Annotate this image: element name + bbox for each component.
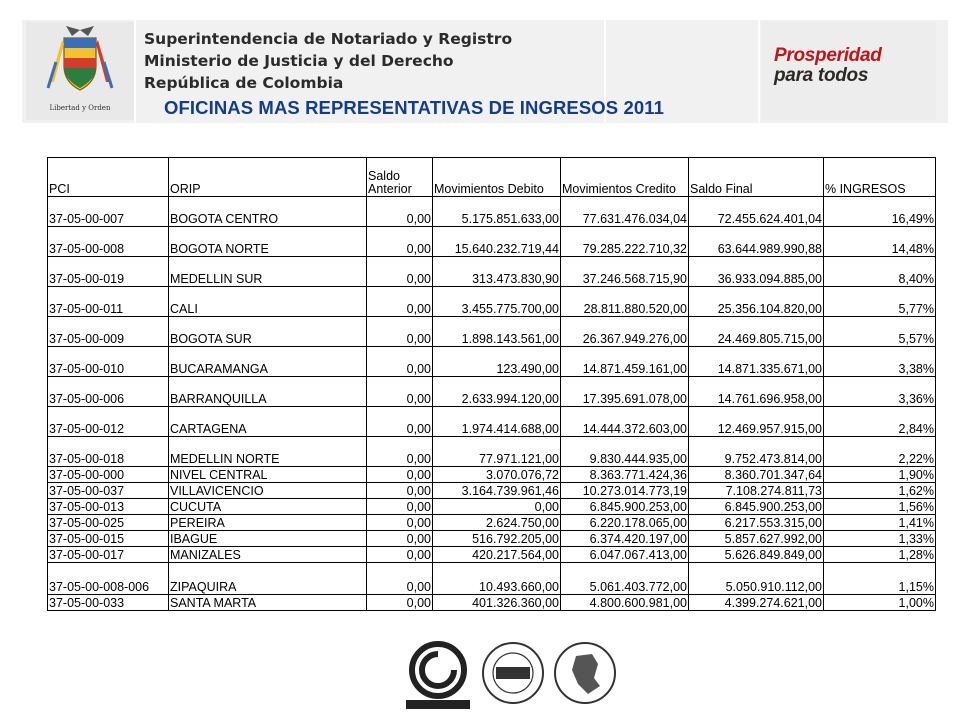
table-row <box>48 287 936 317</box>
table-cell-pci: 37-05-00-000 <box>48 467 169 483</box>
table-cell-orip: VILLAVICENCIO <box>169 483 367 499</box>
table-cell-pct: 1,28% <box>824 547 936 563</box>
table-cell-saldo-anterior: 0,00 <box>367 227 433 257</box>
table-cell-orip: PEREIRA <box>169 515 367 531</box>
table-cell-pct: 8,40% <box>824 257 936 287</box>
table-cell-credito: 6.845.900.253,00 <box>561 499 689 515</box>
table-cell-saldo-anterior: 0,00 <box>367 317 433 347</box>
table-cell-debito: 3.070.076,72 <box>433 467 561 483</box>
slogan-line-2: para todos <box>774 65 869 86</box>
table-cell-saldo-final: 8.360.701.347,64 <box>689 467 824 483</box>
table-cell-pct: 2,84% <box>824 407 936 437</box>
table-cell-debito: 3.164.739.961,46 <box>433 483 561 499</box>
colombia-crest-icon <box>26 22 134 102</box>
table-cell-credito: 6.220.178.065,00 <box>561 515 689 531</box>
table-cell-saldo-final: 6.845.900.253,00 <box>689 499 824 515</box>
table-cell-saldo-final: 36.933.094.885,00 <box>689 257 824 287</box>
table-row <box>48 197 936 227</box>
table-cell-pct: 3,36% <box>824 377 936 407</box>
table-cell-pci: 37-05-00-013 <box>48 499 169 515</box>
column-header: Movimientos Credito <box>561 158 689 197</box>
colombia-crest <box>26 22 136 120</box>
table-cell-credito: 10.273.014.773,19 <box>561 483 689 499</box>
table-cell-pci: 37-05-00-019 <box>48 257 169 287</box>
table-cell-credito: 77.631.476.034,04 <box>561 197 689 227</box>
table-cell-credito: 5.061.403.772,00 <box>561 563 689 595</box>
table-row <box>48 347 936 377</box>
table-cell-credito: 79.285.222.710,32 <box>561 227 689 257</box>
table-row <box>48 531 936 547</box>
table-cell-credito: 26.367.949.276,00 <box>561 317 689 347</box>
table-cell-saldo-final: 4.399.274.621,00 <box>689 595 824 611</box>
table-cell-debito: 123.490,00 <box>433 347 561 377</box>
table-cell-saldo-final: 14.871.335.671,00 <box>689 347 824 377</box>
income-offices-table <box>47 157 936 611</box>
table-cell-orip: BOGOTA CENTRO <box>169 197 367 227</box>
table-cell-saldo-anterior: 0,00 <box>367 595 433 611</box>
table-cell-saldo-anterior: 0,00 <box>367 563 433 595</box>
slogan-line-1: Prosperidad <box>774 45 882 66</box>
table-row <box>48 407 936 437</box>
table-cell-debito: 2.624.750,00 <box>433 515 561 531</box>
table-cell-credito: 37.246.568.715,90 <box>561 257 689 287</box>
table-cell-orip: CUCUTA <box>169 499 367 515</box>
column-header: ORIP <box>169 158 367 197</box>
table-cell-saldo-anterior: 0,00 <box>367 347 433 377</box>
table-cell-orip: BOGOTA SUR <box>169 317 367 347</box>
table-cell-saldo-anterior: 0,00 <box>367 483 433 499</box>
table-cell-pct: 1,00% <box>824 595 936 611</box>
table-row <box>48 377 936 407</box>
table-cell-debito: 1.898.143.561,00 <box>433 317 561 347</box>
table-cell-debito: 313.473.830,90 <box>433 257 561 287</box>
table-cell-debito: 2.633.994.120,00 <box>433 377 561 407</box>
table-cell-saldo-final: 9.752.473.814,00 <box>689 437 824 467</box>
table-cell-debito: 420.217.564,00 <box>433 547 561 563</box>
table-cell-saldo-final: 5.050.910.112,00 <box>689 563 824 595</box>
table-cell-orip: CALI <box>169 287 367 317</box>
table-cell-pci: 37-05-00-025 <box>48 515 169 531</box>
table-row <box>48 547 936 563</box>
table-cell-pci: 37-05-00-033 <box>48 595 169 611</box>
table-row <box>48 317 936 347</box>
table-cell-debito: 516.792.205,00 <box>433 531 561 547</box>
ministry-text-block <box>144 28 614 94</box>
table-cell-pci: 37-05-00-008 <box>48 227 169 257</box>
table-cell-orip: MEDELLIN NORTE <box>169 437 367 467</box>
table-cell-orip: NIVEL CENTRAL <box>169 467 367 483</box>
crest-motto: Libertad y Orden <box>49 104 111 112</box>
table-cell-pct: 2,22% <box>824 437 936 467</box>
table-row <box>48 227 936 257</box>
table-cell-pci: 37-05-00-010 <box>48 347 169 377</box>
table-cell-pct: 3,38% <box>824 347 936 377</box>
table-row <box>48 257 936 287</box>
prosperidad-slogan <box>774 46 894 86</box>
table-cell-credito: 28.811.880.520,00 <box>561 287 689 317</box>
table-cell-saldo-anterior: 0,00 <box>367 531 433 547</box>
table-cell-orip: MANIZALES <box>169 547 367 563</box>
table-cell-orip: SANTA MARTA <box>169 595 367 611</box>
table-cell-pct: 5,57% <box>824 317 936 347</box>
header-divider <box>134 18 136 123</box>
table-header-row <box>48 158 936 197</box>
ntcgp-1000-certification-icon <box>552 640 618 717</box>
column-header: Saldo Anterior <box>367 158 433 197</box>
page-title: OFICINAS MAS REPRESENTATIVAS DE INGRESOS 2011 <box>164 97 664 118</box>
table-cell-debito: 10.493.660,00 <box>433 563 561 595</box>
header-topline <box>22 18 948 20</box>
table-cell-pci: 37-05-00-015 <box>48 531 169 547</box>
table-cell-debito: 401.326.360,00 <box>433 595 561 611</box>
table-cell-pct: 1,56% <box>824 499 936 515</box>
table-cell-pci: 37-05-00-012 <box>48 407 169 437</box>
table-cell-orip: BOGOTA NORTE <box>169 227 367 257</box>
table-cell-saldo-final: 5.857.627.992,00 <box>689 531 824 547</box>
table-cell-pct: 1,33% <box>824 531 936 547</box>
table-cell-pct: 1,90% <box>824 467 936 483</box>
entity-name: Superintendencia de Notariado y Registro <box>144 30 513 48</box>
table-cell-saldo-anterior: 0,00 <box>367 515 433 531</box>
ministry-name: Ministerio de Justicia y del Derecho <box>144 52 454 70</box>
column-header: Movimientos Debito <box>433 158 561 197</box>
table-cell-pci: 37-05-00-017 <box>48 547 169 563</box>
table-cell-credito: 8.363.771.424,36 <box>561 467 689 483</box>
table-cell-saldo-final: 72.455.624.401,04 <box>689 197 824 227</box>
table-cell-saldo-final: 24.469.805.715,00 <box>689 317 824 347</box>
country-name: República de Colombia <box>144 74 344 92</box>
table-row <box>48 515 936 531</box>
table-row <box>48 499 936 515</box>
icontec-certificado-iso-9001-icon <box>402 640 474 725</box>
table-cell-saldo-anterior: 0,00 <box>367 257 433 287</box>
table-cell-saldo-anterior: 0,00 <box>367 407 433 437</box>
table-cell-pct: 5,77% <box>824 287 936 317</box>
header-divider <box>758 18 760 123</box>
table-cell-saldo-final: 63.644.989.990,88 <box>689 227 824 257</box>
table-row <box>48 437 936 467</box>
table-cell-debito: 77.971.121,00 <box>433 437 561 467</box>
table-cell-orip: IBAGUE <box>169 531 367 547</box>
table-body <box>48 197 936 611</box>
column-header: Saldo Final <box>689 158 824 197</box>
table-cell-pct: 1,15% <box>824 563 936 595</box>
table-cell-pci: 37-05-00-037 <box>48 483 169 499</box>
table-cell-pct: 16,49% <box>824 197 936 227</box>
table-cell-saldo-final: 5.626.849.849,00 <box>689 547 824 563</box>
table-row <box>48 595 936 611</box>
table-row <box>48 563 936 595</box>
table-cell-pci: 37-05-00-011 <box>48 287 169 317</box>
table-cell-pci: 37-05-00-006 <box>48 377 169 407</box>
table-cell-orip: CARTAGENA <box>169 407 367 437</box>
table-cell-pct: 1,41% <box>824 515 936 531</box>
table-cell-saldo-anterior: 0,00 <box>367 287 433 317</box>
table-cell-debito: 3.455.775.700,00 <box>433 287 561 317</box>
table-cell-credito: 4.800.600.981,00 <box>561 595 689 611</box>
table-cell-saldo-final: 7.108.274.811,73 <box>689 483 824 499</box>
table-cell-saldo-anterior: 0,00 <box>367 467 433 483</box>
table-cell-credito: 9.830.444.935,00 <box>561 437 689 467</box>
table-cell-saldo-anterior: 0,00 <box>367 547 433 563</box>
table-cell-credito: 14.444.372.603,00 <box>561 407 689 437</box>
table-cell-saldo-anterior: 0,00 <box>367 499 433 515</box>
table-cell-pci: 37-05-00-008-006 <box>48 563 169 595</box>
column-header: % INGRESOS <box>824 158 936 197</box>
table-cell-credito: 6.047.067.413,00 <box>561 547 689 563</box>
table-cell-saldo-anterior: 0,00 <box>367 377 433 407</box>
table-cell-credito: 17.395.691.078,00 <box>561 377 689 407</box>
table-cell-orip: BUCARAMANGA <box>169 347 367 377</box>
table-cell-saldo-final: 25.356.104.820,00 <box>689 287 824 317</box>
table-cell-pci: 37-05-00-007 <box>48 197 169 227</box>
table-cell-orip: ZIPAQUIRA <box>169 563 367 595</box>
table-cell-credito: 6.374.420.197,00 <box>561 531 689 547</box>
table-cell-debito: 0,00 <box>433 499 561 515</box>
table-cell-saldo-anterior: 0,00 <box>367 437 433 467</box>
table-cell-pct: 14,48% <box>824 227 936 257</box>
table-cell-pci: 37-05-00-018 <box>48 437 169 467</box>
table-cell-saldo-anterior: 0,00 <box>367 197 433 227</box>
iqnet-certification-icon <box>480 640 546 711</box>
table-cell-debito: 1.974.414.688,00 <box>433 407 561 437</box>
table-cell-credito: 14.871.459.161,00 <box>561 347 689 377</box>
table-cell-debito: 5.175.851.633,00 <box>433 197 561 227</box>
table-cell-orip: BARRANQUILLA <box>169 377 367 407</box>
prosperidad-logo <box>762 22 936 120</box>
table-cell-saldo-final: 12.469.957.915,00 <box>689 407 824 437</box>
table-cell-pct: 1,62% <box>824 483 936 499</box>
table-cell-orip: MEDELLIN SUR <box>169 257 367 287</box>
table-cell-saldo-final: 6.217.553.315,00 <box>689 515 824 531</box>
table-cell-debito: 15.640.232.719,44 <box>433 227 561 257</box>
table-row <box>48 467 936 483</box>
table-row <box>48 483 936 499</box>
table-cell-saldo-final: 14.761.696.958,00 <box>689 377 824 407</box>
column-header: PCI <box>48 158 169 197</box>
table-cell-pci: 37-05-00-009 <box>48 317 169 347</box>
